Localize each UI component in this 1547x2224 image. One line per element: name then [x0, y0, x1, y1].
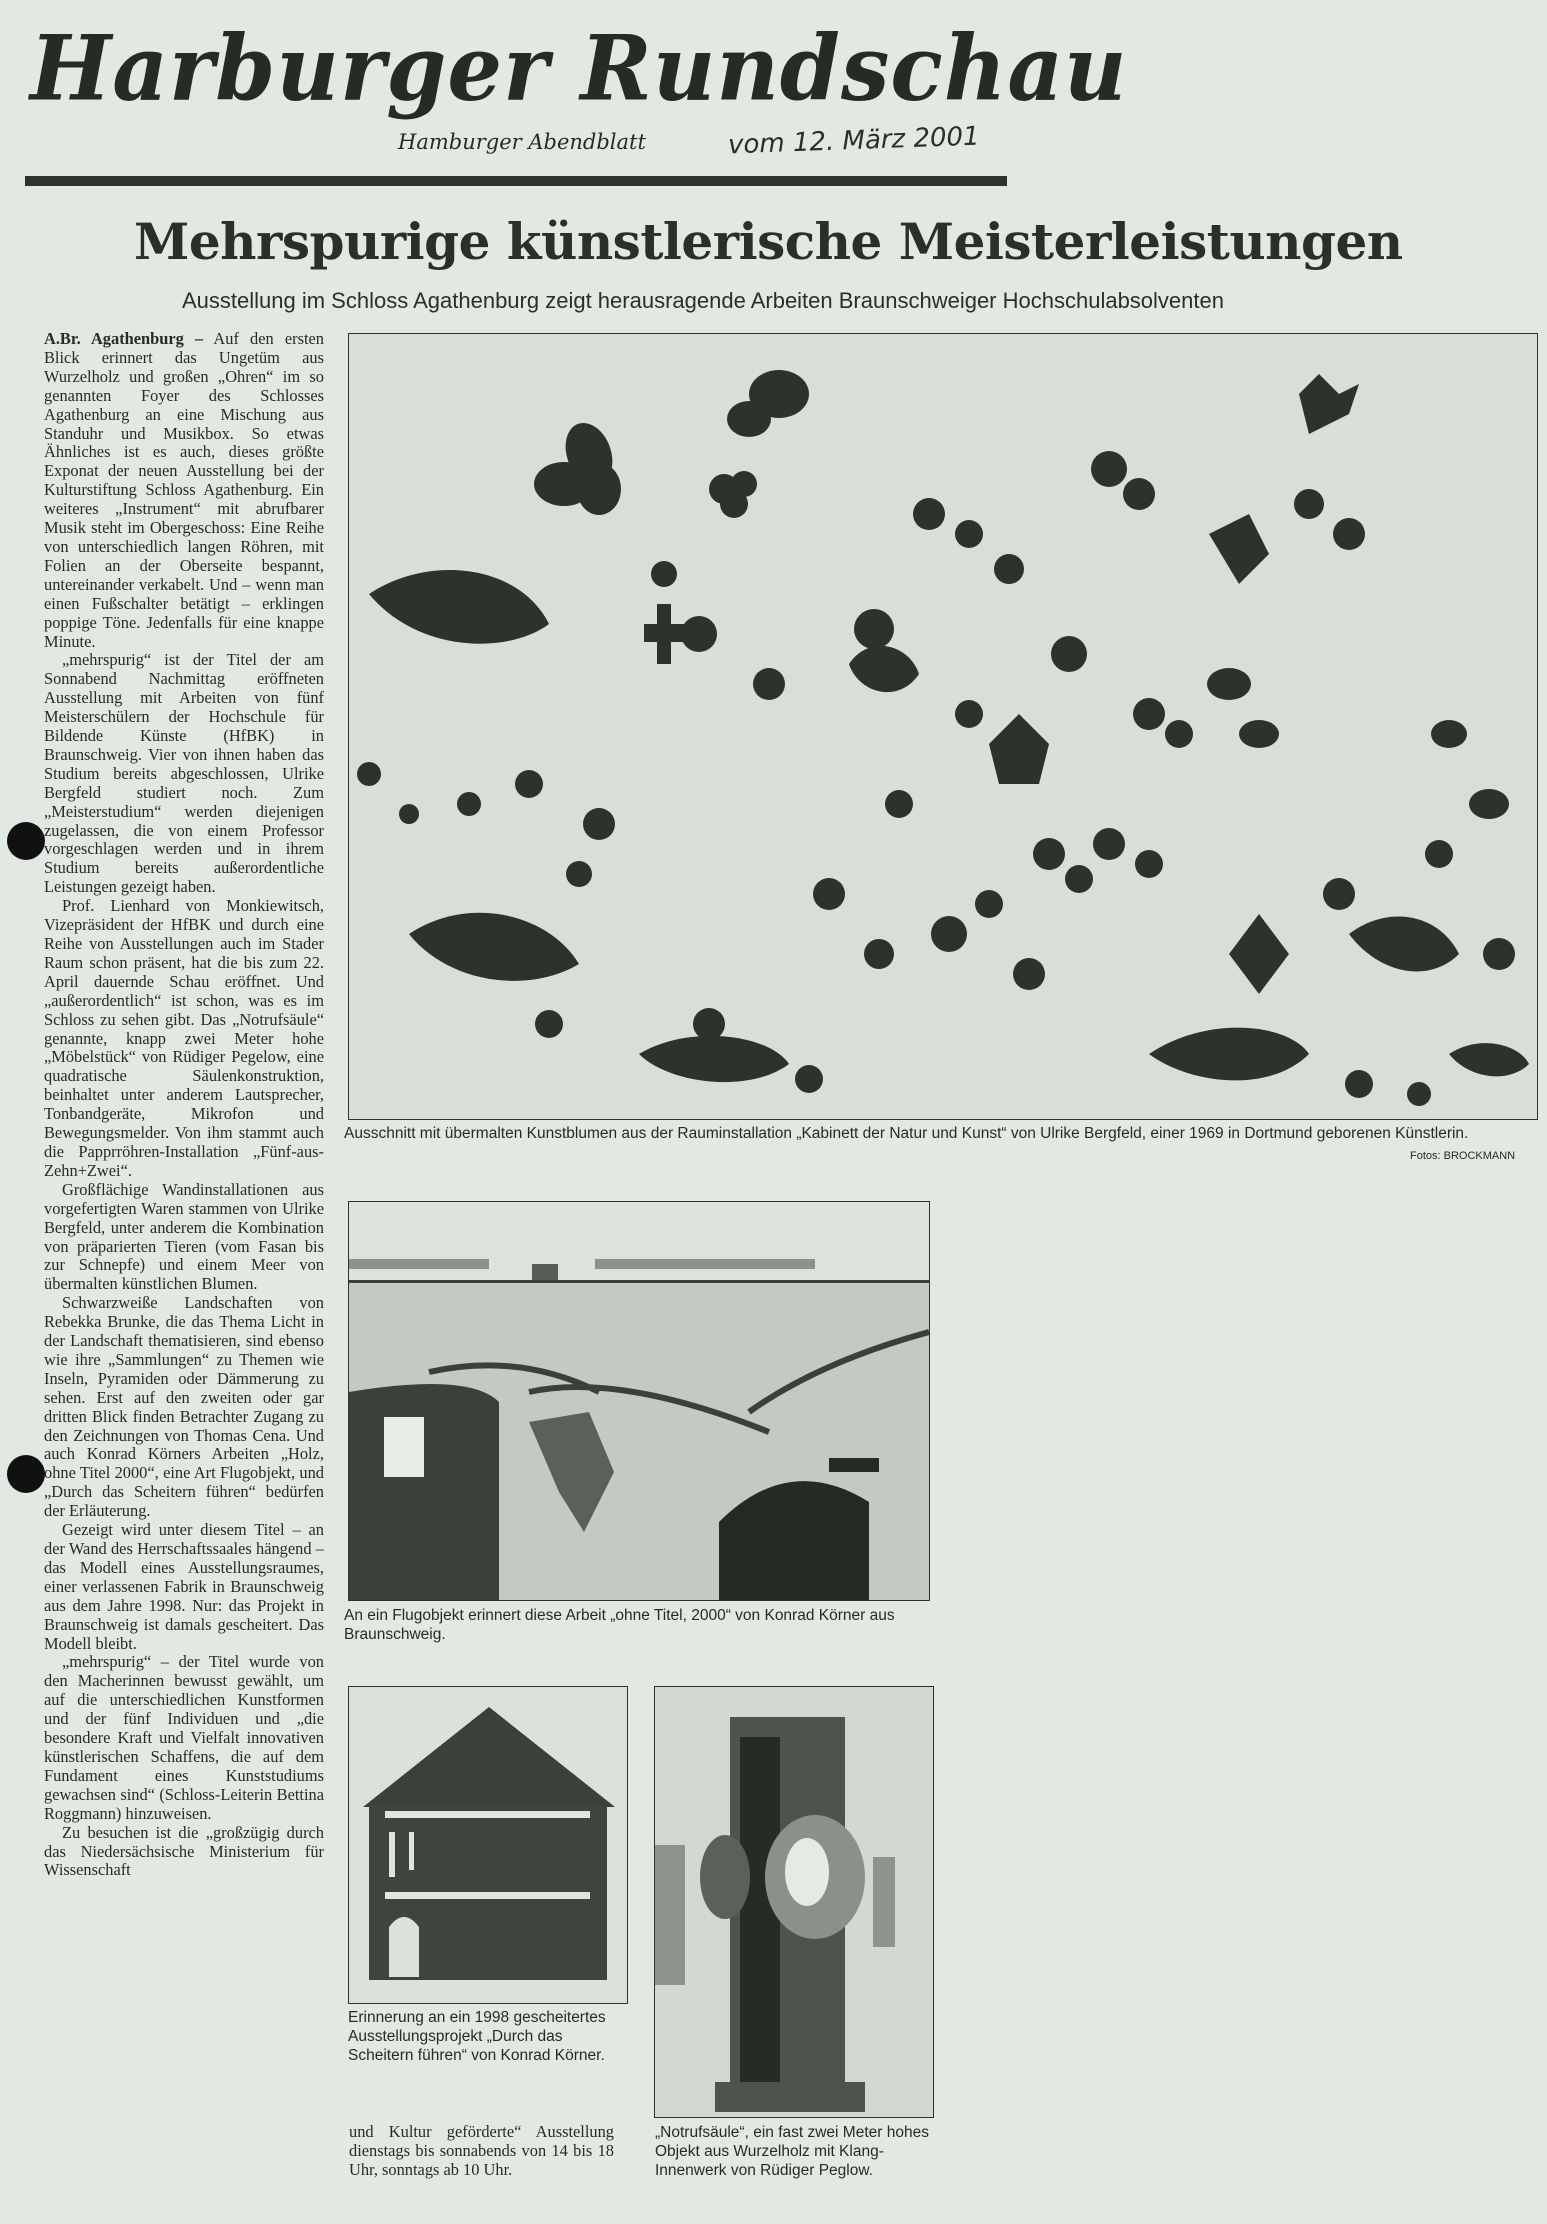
flowers-illustration: [349, 334, 1537, 1119]
photo-flying-object: [348, 1201, 930, 1601]
punch-hole: [7, 822, 45, 860]
article-paragraph: Schwarzweiße Landschaften von Rebekka Brunke, die das Thema Licht in der Landschaft thematisieren, sind ebenso wie ihre „Sammlungen“ zu Themen wie Inseln, Pyramiden oder Dämmerung zu sehen. Erst auf den zweiten oder gar dritten Blick finden Betrachter Zugang zu den Zeichnungen von Thomas Cena. Und auch Konrad Körners Arbeiten „Holz, ohne Titel 2000“, eine Art Flugobjekt, und „Durch das Scheitern führen“ bedürfen der Erläuterung.: [44, 1293, 324, 1521]
house-model-illustration: [349, 1687, 627, 2003]
masthead-rule: [25, 176, 1007, 186]
article-body: [44, 330, 324, 1880]
photo-house-model: [348, 1686, 628, 2004]
photo-credit: Fotos: BROCKMANN: [1410, 1150, 1516, 1162]
article-headline: Mehrspurige künstlerische Meisterleistungen: [134, 212, 1403, 271]
punch-hole: [7, 1455, 45, 1493]
article-paragraph: A.Br. Agathenburg – Auf den ersten Blick erinnert das Ungetüm aus Wurzelholz und großen „Ohren“ im so genannten Foyer des Schlosses Agathenburg an eine Mischung aus Standuhr und Musikbox. So etwas Ähnliches ist es auch, dieses größte Exponat der neuen Ausstellung bei der Kulturstiftung Schloss Agathenburg. Ein weiteres „Instrument“ mit abrufbarer Musik steht im Obergeschoss: Eine Reihe von unterschiedlich langen Röhren, mit Folien an der Oberseite bespannt, untereinander verkabelt. Und – wenn man einen Fußschalter betätigt – erklingen poppige Töne. Jedenfalls für eine knappe Minute.: [44, 329, 324, 651]
article-paragraph: Zu besuchen ist die „großzügig durch das Niedersächsische Ministerium für Wissenschaft: [44, 1822, 324, 1880]
source-publication: Hamburger Abendblatt: [398, 130, 646, 154]
newspaper-masthead: Harburger Rundschau: [30, 15, 1128, 122]
article-continuation: und Kultur geförderte“ Ausstellung dienstags bis sonnabends von 14 bis 18 Uhr, sonntags ab 10 Uhr.: [349, 2122, 614, 2179]
article-paragraph: „mehrspurig“ ist der Titel der am Sonnabend Nachmittag eröffneten Ausstellung mit Arbeiten von fünf Meisterschülern der Hochschule für Bildende Künste (HfBK) in Braunschweig. Vier von ihnen haben das Studium bereits abgeschlossen, Ulrike Bergfeld studiert noch. Zum „Meisterstudium“ werden diejenigen zugelassen, die von einem Professor vorgeschlagen werden und in ihrem Studium bereits außerordentliche Leistungen gezeigt haben.: [44, 650, 324, 897]
caption-notrufsaeule: „Notrufsäule“, ein fast zwei Meter hohes Objekt aus Wurzelholz mit Klang-Innenwerk von Rüdiger Peglow.: [655, 2124, 929, 2179]
handwritten-date: vom 12. März 2001: [727, 121, 981, 161]
photo-notrufsaeule: [654, 1686, 934, 2118]
article-paragraph: „mehrspurig“ – der Titel wurde von den Macherinnen bewusst gewählt, um auf die unterschiedlichen Kunstformen und der fünf Individuen und „die besondere Kraft und Vielfalt innovativen künstlerischen Schaffens, die auf dem Fundament eines Kunststudiums gewachsen sind“ (Schloss-Leiterin Bettina Roggmann) hinzuweisen.: [44, 1652, 324, 1823]
article-paragraph: Gezeigt wird unter diesem Titel – an der Wand des Herrschaftssaales hängend – das Modell eines Ausstellungsraumes, einer verlassenen Fabrik in Braunschweig aus dem Jahre 1998. Nur: das Projekt in Braunschweig ist damals gescheitert. Das Modell bleibt.: [44, 1520, 324, 1653]
article-paragraph: Großflächige Wandinstallationen aus vorgefertigten Waren stammen von Ulrike Bergfeld, unter anderem die Kombination von präparierten Tieren (vom Fasan bis zur Schnepfe) und einem Meer von übermalten künstlichen Blumen.: [44, 1179, 324, 1294]
caption-flowers: Ausschnitt mit übermalten Kunstblumen aus der Rauminstallation „Kabinett der Natur und Kunst“ von Ulrike Bergfeld, einer 1969 in Dortmund geborenen Künstlerin.: [344, 1125, 1469, 1142]
notrufsaeule-illustration: [655, 1687, 933, 2117]
article-subheadline: Ausstellung im Schloss Agathenburg zeigt herausragende Arbeiten Braunschweiger Hochschulabsolventen: [182, 288, 1224, 313]
flying-object-illustration: [349, 1202, 929, 1600]
caption-flying-object: An ein Flugobjekt erinnert diese Arbeit „ohne Titel, 2000“ von Konrad Körner aus Braunschweig.: [344, 1607, 895, 1643]
photo-artificial-flowers: [348, 333, 1538, 1120]
caption-house-model: Erinnerung an ein 1998 gescheitertes Ausstellungsprojekt „Durch das Scheitern führen“ von Konrad Körner.: [348, 2009, 606, 2064]
article-paragraph: Prof. Lienhard von Monkiewitsch, Vizepräsident der HfBK und durch eine Reihe von Ausstellungen auch im Stader Raum schon präsent, hat die bis zum 22. April dauernde Schau eröffnet. Und „außerordentlich“ ist schon, was es im Schloss zu sehen gibt. Das „Notrufsäule“ genannte, knapp zwei Meter hohe „Möbelstück“ von Rüdiger Pegelow, eine quadratische Säulenkonstruktion, beinhaltet unter anderem Lautsprecher, Tonbandgeräte, Mikrofon und Bewegungsmelder. Von ihm stammt auch die Papprröhren-Installation „Fünf-aus-Zehn+Zwei“.: [44, 896, 324, 1180]
article-dateline: A.Br. Agathenburg –: [44, 329, 204, 348]
